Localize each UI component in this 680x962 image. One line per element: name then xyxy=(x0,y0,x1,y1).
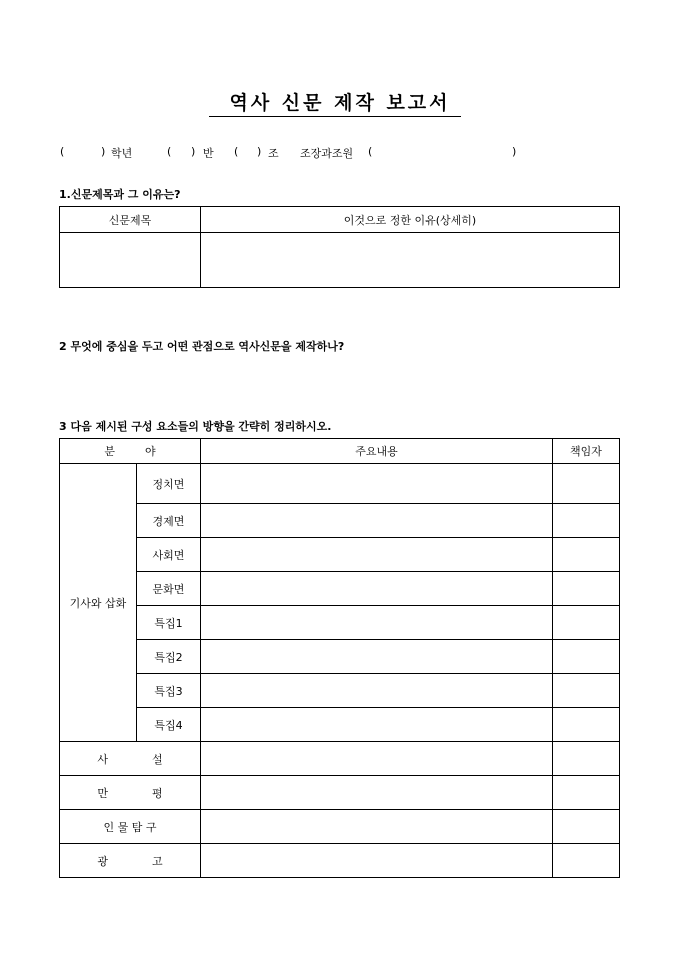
reason-cell[interactable] xyxy=(201,233,620,288)
grade-label: 학년 xyxy=(111,147,133,160)
grade-open-paren: ( xyxy=(60,145,65,158)
header-newspaper-title: 신문제목 xyxy=(60,207,201,233)
content-cell[interactable] xyxy=(201,464,553,504)
articles-group-label: 기사와 삽화 xyxy=(60,464,137,742)
owner-cell[interactable] xyxy=(553,810,620,844)
editorial-label-a: 사 xyxy=(97,752,108,766)
title-underline xyxy=(209,116,461,117)
cartoon-label xyxy=(60,776,201,810)
content-cell[interactable] xyxy=(201,742,553,776)
question-3: 3 다음 제시된 구성 요소들의 방향을 간략히 정리하시오. xyxy=(59,420,332,433)
header-reason: 이것으로 정한 이유(상세히) xyxy=(201,207,620,233)
content-cell[interactable] xyxy=(201,844,553,878)
class-open-paren: ( xyxy=(167,145,172,158)
section-label: 특집3 xyxy=(137,674,201,708)
content-cell[interactable] xyxy=(201,538,553,572)
components-table xyxy=(59,438,620,878)
section-label: 정치면 xyxy=(137,464,201,504)
content-cell[interactable] xyxy=(201,708,553,742)
owner-cell[interactable] xyxy=(553,572,620,606)
owner-cell[interactable] xyxy=(553,708,620,742)
section-label: 사회면 xyxy=(137,538,201,572)
members-open-paren: ( xyxy=(368,145,373,158)
editorial-label-b: 설 xyxy=(152,752,163,766)
owner-cell[interactable] xyxy=(553,776,620,810)
content-cell[interactable] xyxy=(201,572,553,606)
owner-cell[interactable] xyxy=(553,504,620,538)
section-label: 특집1 xyxy=(137,606,201,640)
cartoon-label-a: 만 xyxy=(97,786,108,800)
title-reason-table xyxy=(59,206,620,288)
section-label: 문화면 xyxy=(137,572,201,606)
owner-cell[interactable] xyxy=(553,640,620,674)
header-field xyxy=(60,439,201,464)
members-close-paren: ) xyxy=(512,145,517,158)
ad-label-a: 광 xyxy=(97,854,108,868)
newspaper-title-cell[interactable] xyxy=(60,233,201,288)
header-owner: 책임자 xyxy=(553,439,620,464)
section-label: 특집4 xyxy=(137,708,201,742)
ad-label xyxy=(60,844,201,878)
question-1: 1.신문제목과 그 이유는? xyxy=(59,188,181,201)
header-content: 주요내용 xyxy=(201,439,553,464)
question-2: 2 무엇에 중심을 두고 어떤 관점으로 역사신문을 제작하나? xyxy=(59,340,345,353)
content-cell[interactable] xyxy=(201,606,553,640)
content-cell[interactable] xyxy=(201,810,553,844)
class-close-paren: ) xyxy=(191,145,196,158)
cartoon-label-b: 평 xyxy=(152,786,163,800)
people-label: 인 물 탐 구 xyxy=(60,810,201,844)
content-cell[interactable] xyxy=(201,640,553,674)
page-title: 역사 신문 제작 보고서 xyxy=(229,92,451,114)
content-cell[interactable] xyxy=(201,504,553,538)
group-close-paren: ) xyxy=(257,145,262,158)
owner-cell[interactable] xyxy=(553,674,620,708)
header-field-b: 야 xyxy=(145,445,156,458)
owner-cell[interactable] xyxy=(553,742,620,776)
members-label: 조장과조원 xyxy=(300,147,354,160)
owner-cell[interactable] xyxy=(553,538,620,572)
ad-label-b: 고 xyxy=(152,854,163,868)
group-label: 조 xyxy=(268,147,279,160)
content-cell[interactable] xyxy=(201,776,553,810)
grade-close-paren: ) xyxy=(101,145,106,158)
owner-cell[interactable] xyxy=(553,844,620,878)
owner-cell[interactable] xyxy=(553,606,620,640)
class-label: 반 xyxy=(203,147,214,160)
content-cell[interactable] xyxy=(201,674,553,708)
owner-cell[interactable] xyxy=(553,464,620,504)
header-field-a: 분 xyxy=(104,445,115,458)
group-open-paren: ( xyxy=(234,145,239,158)
editorial-label xyxy=(60,742,201,776)
section-label: 경제면 xyxy=(137,504,201,538)
section-label: 특집2 xyxy=(137,640,201,674)
